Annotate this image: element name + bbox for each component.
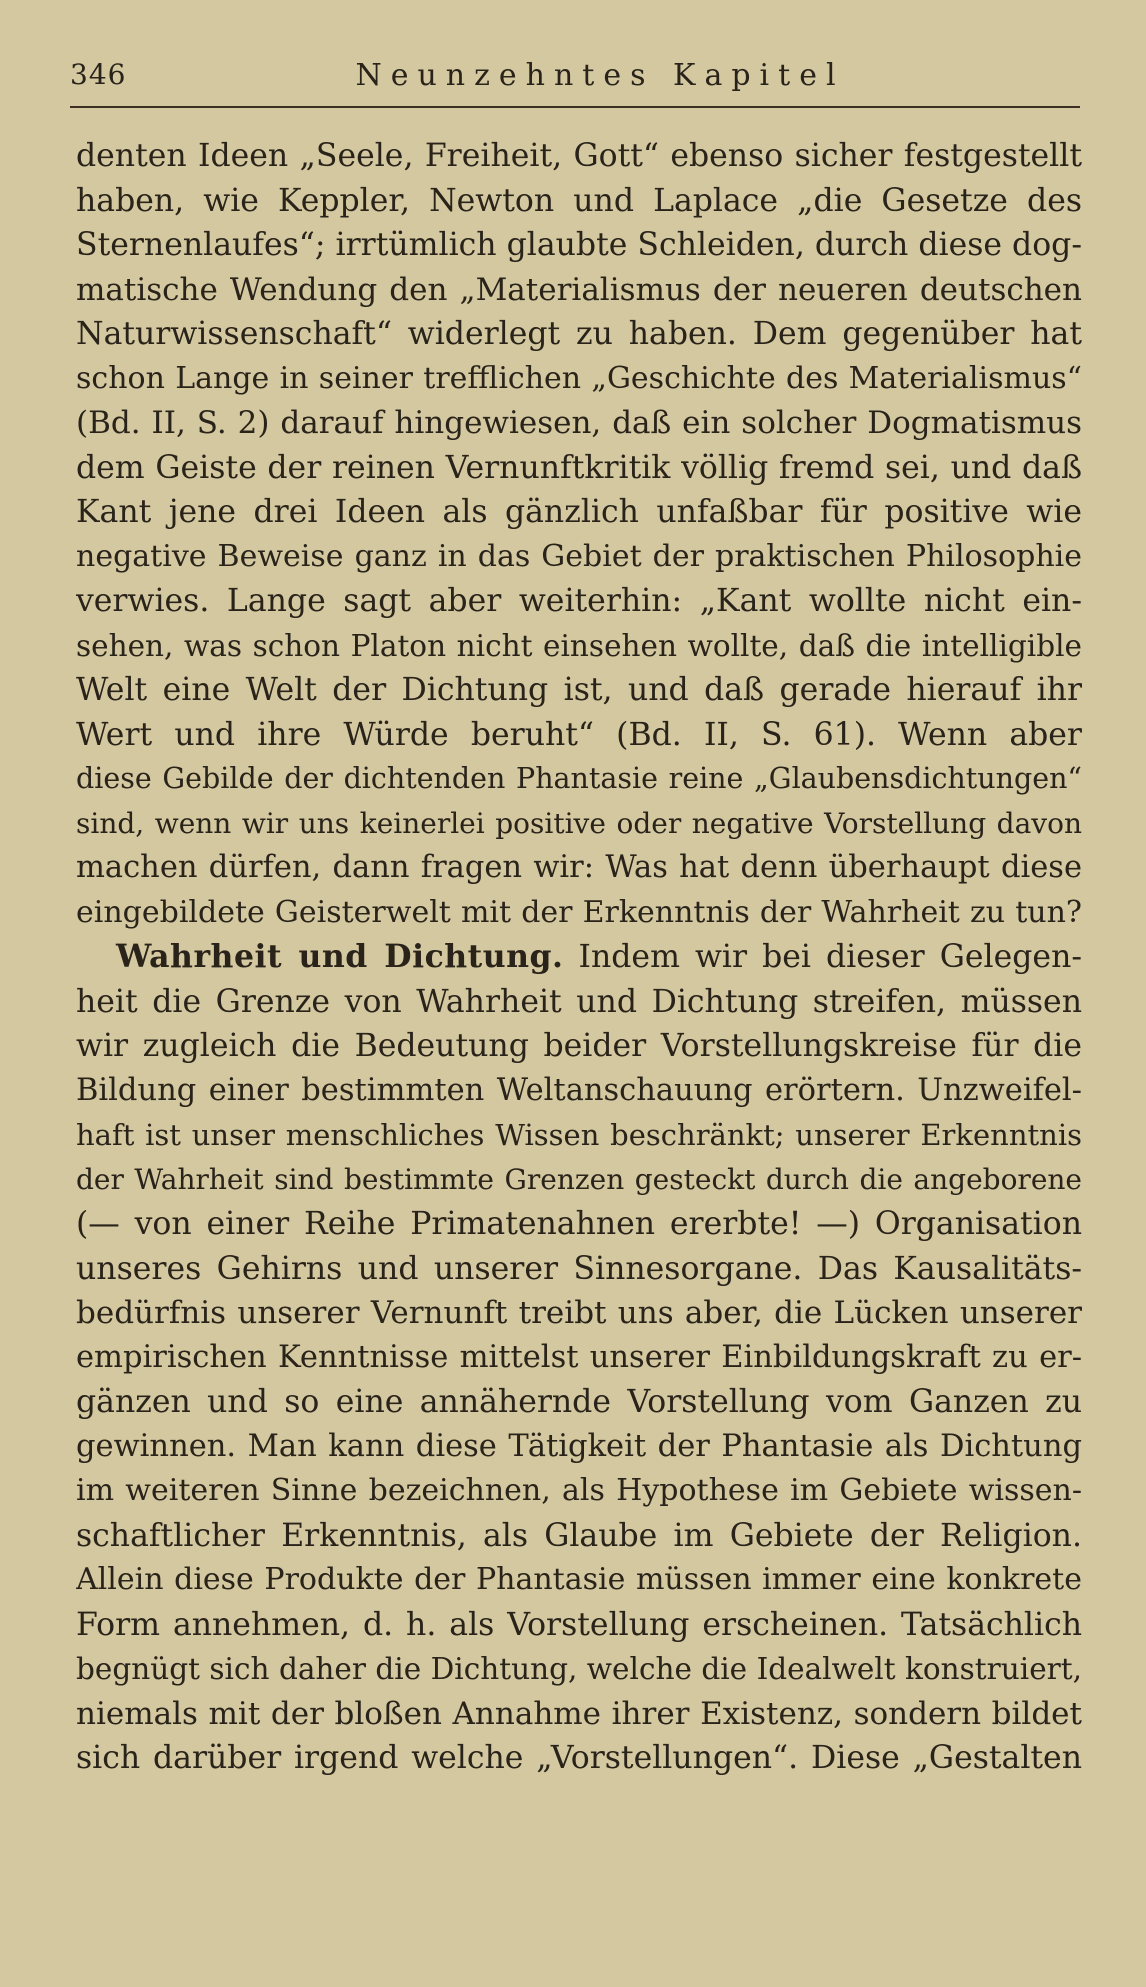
text-line: Kant jene drei Ideen als gänzlich unfaßbar für positive wie [76,494,1082,530]
text-line: schaftlicher Erkenntnis, als Glaube im Gebiete der Religion. [76,1517,1082,1554]
section-first-line-text: Indem wir bei dieser Gelegen- [578,939,1082,975]
text-line: gänzen und so eine annähernde Vorstellung vom Ganzen zu [76,1384,1082,1420]
text-line: haben, wie Keppler, Newton und Laplace „die Gesetze des [76,182,1082,219]
text-line: Wert und ihre Würde beruht“ (Bd. II, S. 61). Wenn aber [76,716,1082,753]
text-line: Welt eine Welt der Dichtung ist, und daß gerade hierauf ihr [76,672,1082,708]
page-header [70,58,1080,108]
text-line: unseres Gehirns und unserer Sinnesorgane. Das Kausalitäts- [76,1250,1082,1287]
text-line: (— von einer Reihe Primatenahnen ererbte! —) Organisation [76,1206,1082,1242]
text-line: diese Gebilde der dichtenden Phantasie reine „Glaubensdichtungen“ [76,762,1082,795]
body-text [76,134,1082,1781]
text-line: im weiteren Sinne bezeichnen, als Hypothese im Gebiete wissen- [76,1473,1082,1508]
text-line: Sternenlaufes“; irrtümlich glaubte Schleiden, durch diese dog- [76,227,1082,263]
text-line: schon Lange in seiner trefflichen „Geschichte des Materialismus“ [76,360,1082,396]
text-line: Bildung einer bestimmten Weltanschauung erörtern. Unzweifel- [76,1072,1082,1108]
text-line: empirischen Kenntnisse mittelst unserer Einbildungskraft zu er- [76,1339,1082,1375]
text-line: wir zugleich die Bedeutung beider Vorstellungskreise für die [76,1028,1082,1064]
text-line: sich darüber irgend welche „Vorstellungen“. Diese „Gestalten [76,1740,1082,1776]
text-line: machen dürfen, dann fragen wir: Was hat denn überhaupt diese [76,850,1082,885]
text-line: matische Wendung den „Materialismus der neueren deutschen [76,271,1082,308]
text-line: bedürfnis unserer Vernunft treibt uns aber, die Lücken unserer [76,1295,1082,1331]
running-head: Neunzehntes Kapitel [355,58,845,93]
text-line: verwies. Lange sagt aber weiterhin: „Kant wollte nicht ein- [76,583,1082,619]
text-line: denten Ideen „Seele, Freiheit, Gott“ ebenso sicher festgestellt [76,138,1082,174]
text-line: negative Beweise ganz in das Gebiet der praktischen Philosophie [76,538,1082,574]
text-line: begnügt sich daher die Dichtung, welche die Idealwelt konstruiert, [76,1652,1082,1686]
text-line: (Bd. II, S. 2) darauf hingewiesen, daß ein solcher Dogmatismus [76,405,1082,441]
text-line: Allein diese Produkte der Phantasie müssen immer eine konkrete [76,1562,1082,1597]
text-line: niemals mit der bloßen Annahme ihrer Existenz, sondern bildet [76,1695,1082,1732]
section-first-line [76,935,1082,980]
text-line: Form annehmen, d. h. als Vorstellung erscheinen. Tatsächlich [76,1606,1082,1643]
text-line: haft ist unser menschliches Wissen beschränkt; unserer Erkenntnis [76,1118,1082,1152]
text-line: gewinnen. Man kann diese Tätigkeit der Phantasie als Dichtung [76,1428,1082,1464]
text-line: der Wahrheit sind bestimmte Grenzen gesteckt durch die angeborene [76,1162,1082,1196]
text-line: Naturwissenschaft“ widerlegt zu haben. Dem gegenüber hat [76,316,1082,352]
text-line: eingebildete Geisterwelt mit der Erkenntnis der Wahrheit zu tun? [76,894,1082,930]
section-heading: Wahrheit und Dichtung. [116,938,564,975]
text-line: heit die Grenze von Wahrheit und Dichtung streifen, müssen [76,983,1082,1020]
text-line: sind, wenn wir uns keinerlei positive oder negative Vorstellung davon [76,806,1082,840]
text-line: dem Geiste der reinen Vernunftkritik völlig fremd sei, und daß [76,449,1082,486]
text-line: sehen, was schon Platon nicht einsehen wollte, daß die intelligible [76,628,1082,663]
page-number: 346 [70,58,127,91]
